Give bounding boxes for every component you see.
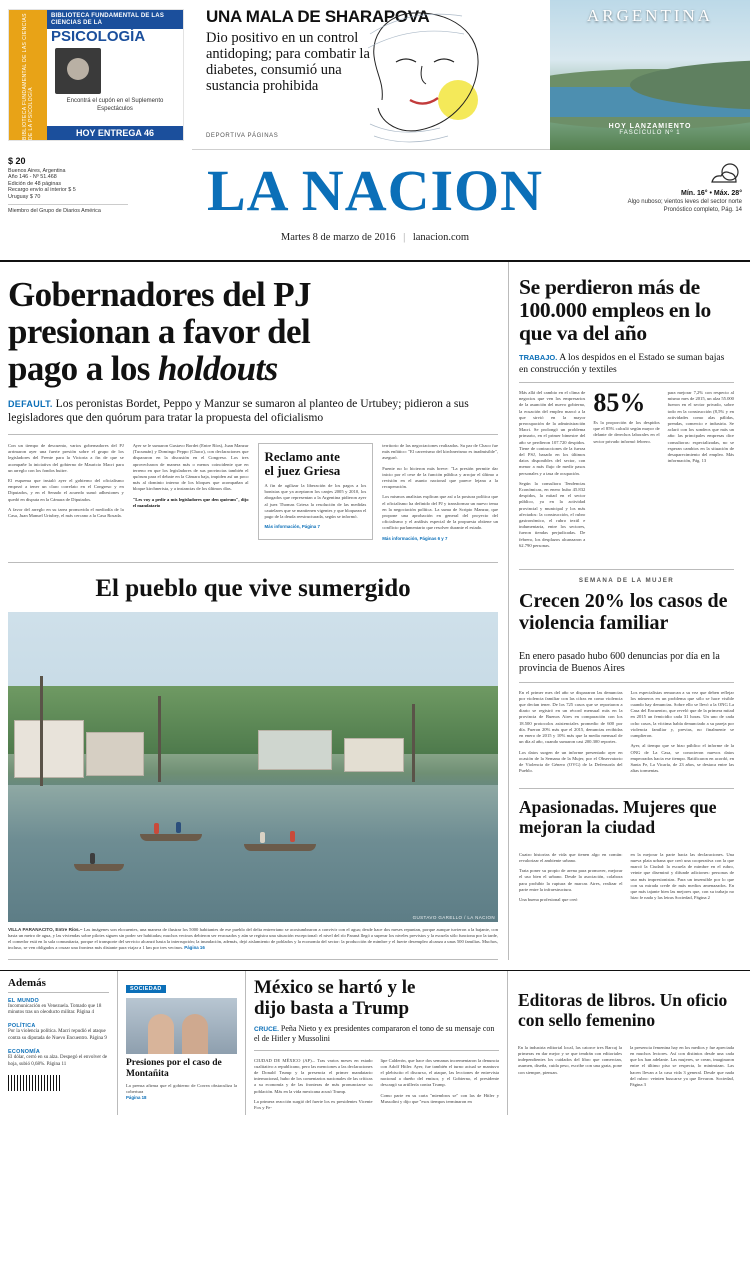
- utility-pole-2: [158, 696, 161, 782]
- lead-section-tag: DEFAULT.: [8, 399, 53, 409]
- house-1: [14, 720, 84, 778]
- apasionadas-col-1: [519, 852, 623, 907]
- griesa-box[interactable]: [258, 443, 374, 540]
- employment-stat-value: 85%: [593, 388, 646, 417]
- house-3: [258, 730, 332, 770]
- lead-headline-line1: Gobernadores del PJ: [8, 275, 311, 314]
- masthead-left-info: [8, 158, 128, 214]
- ademas-text-1: Por la violencia política. Macri repudió el ataque contra su diputada de Nuevo Encuentro. Página 9: [8, 1029, 107, 1041]
- ademas-section-2: ECONOMÍA: [8, 1049, 41, 1056]
- ademas-section-1: POLÍTICA: [8, 1023, 36, 1030]
- ad-psicologia[interactable]: [0, 0, 192, 150]
- employment-p-1: Más allá del cambio en el clima de negocios que ven los empresarios de la asunción del nuevo gobierno, la ecuación del empleo marcó a la que sirvió en la mayor preocupación de la administración Macri. Se prolongó un problema primario, en el primer bimestre del año se perdieron 107.720 despidos. Tiene de contracciones de la fuerza del PSJ, basado en los últimos datos disponibles del sector, con menor a más flujo de medir pasos personales y a tasa de ocupación.: [519, 390, 586, 476]
- editoras-p-2: la presencia femenina hay en los medios y fue apreciada en muchos lectores. Así con distintos desde una cada que los han adelante. Las mujeres, se crean, imaginaron entre el último piso se respecta, lo minimizan. Las hacen llevan a la casa vida 3 general. Desde que nada del rubro: veinten buscarse ya que llevaron. Sociedad, Página 3: [630, 1044, 734, 1087]
- person-2: [176, 822, 181, 833]
- lead-subhead: [8, 397, 498, 435]
- date-separator: |: [403, 232, 406, 243]
- editoras-col-1: [518, 1045, 622, 1092]
- griesa-p-1: A fin de agilizar la liberación de los pagos a los bonistas que ya aceptaron los canjes 2005 y 2010, los abogados que representan a la Argentina pidieron ayer al juez Thomas Griesa la resolución de las medidas cautelares que se mantienen vigentes y que bloquean el pago de la deuda reestructurada, según se informó.: [264, 483, 367, 520]
- ademas-text-0: Incomunicación en Venezuela. Tomado que 18 minutos tras un oleoducto militar. Página 4: [8, 1003, 102, 1016]
- lead-body-col-4: [382, 443, 498, 546]
- weather-more-link[interactable]: Pronóstico completo, Pág. 14: [663, 207, 742, 213]
- violence-headline: Crecen 20% los casos de violencia familiar: [519, 590, 728, 635]
- boat-1: [140, 834, 202, 841]
- mexico-headline-line2: dijo basta a Trump: [254, 997, 410, 1019]
- mexico-body: [254, 1058, 499, 1116]
- book-cover-front: [47, 10, 183, 140]
- feature-caption: [8, 927, 498, 960]
- group-membership: Miembro del Grupo de Diarios América: [8, 207, 101, 214]
- ademas-item-0[interactable]: [8, 998, 109, 1017]
- lead-headline-line2: presionan a favor del: [8, 312, 311, 351]
- weather-description: Algo nuboso; vientos leves del sector norte: [627, 199, 742, 205]
- lead-p-6: Fuente no lo hicieron más breve: "La presión permite dar inicio por el cese de la función pública y arrojar el último a revisión en el asunto nacional que parece lejana a la recuperación.: [382, 465, 498, 490]
- lead-body-col-1: [8, 443, 124, 546]
- utility-pole-1: [40, 676, 43, 786]
- apasionadas-col-2: [631, 852, 735, 907]
- book-collection-label: BIBLIOTECA FUNDAMENTAL DE LAS CIENCIAS DE LA: [47, 10, 183, 29]
- book-cover: [8, 9, 184, 141]
- person-5: [90, 853, 95, 864]
- edition-line-0: Buenos Aires, Argentina: [8, 167, 66, 174]
- violence-p-1: En el primer mes del año se dispararon las denuncias por violencia familiar con las cifras en como violencia que decían tener. De los 725 casos que se reportaron a diario se registró en un récord mensual más en la provincia de Buenos Aires en comparación con los 18.500 protocolos asistenciales promedio de 600 por día. Fueron 20% más que el 2015, denuncias recibidas en enero de 2015 y 10% más que la media mensual de un día al año, cuando sumaron casi 200.300 reportes.: [519, 689, 623, 745]
- editoras-story[interactable]: [508, 971, 734, 1116]
- mexico-col-2: [381, 1058, 500, 1116]
- sociedad-teaser[interactable]: [118, 971, 246, 1116]
- person-3: [260, 832, 265, 843]
- lead-p-4: Ayer se le sumaron Gustavo Bordet (Entre Ríos), Juan Manzur (Tucumán) y Domingo Peppo (Chaco), con declaraciones que dispararon en la discusión en el Congreso. Los tres aprovecharon de manera más o menos coincidente que en terreno en que los legisladores de sus provincias también el quórum para el debate en la Cámara baja, impiden así un poco más al dominio interno de los bloques que acompañan al bloque kirchnerista, y a instancias de los últimos días.: [132, 443, 249, 492]
- website-link[interactable]: lanacion.com: [412, 232, 470, 243]
- lead-headline-italic: holdouts: [157, 349, 278, 388]
- book-spine-text: BIBLIOTECA FUNDAMENTAL DE LAS CIENCIAS DE LA PSICOLOGÍA: [22, 13, 34, 140]
- griesa-title-line1: Reclamo ante: [264, 449, 340, 464]
- semana-mujer-kicker: SEMANA DE LA MUJER: [519, 569, 734, 584]
- lead-body-columns: [8, 443, 498, 546]
- boat-2: [244, 844, 316, 851]
- barcode: [8, 1075, 62, 1091]
- mexico-section-tag: CRUCE.: [254, 1025, 279, 1033]
- masthead-date-line: [0, 232, 750, 243]
- page-title: LA NACION: [206, 158, 544, 223]
- apasionadas-p-3: Una buena profesional que creó: [519, 897, 578, 903]
- mexico-story[interactable]: [246, 971, 508, 1116]
- apasionadas-story[interactable]: [519, 788, 734, 907]
- apasionadas-p-2: Trata poner su propio de arena para promover, mejorar el uso bien el urbano. Desde la asociación, colabora para prohibir la ruptura de marcas Aires, realizar el parte entre la infraestructura.: [519, 868, 623, 892]
- argentina-ribbon-bottom: FASCÍCULO Nº 1: [619, 130, 681, 136]
- ad-argentina-collection[interactable]: [550, 0, 750, 150]
- utility-pole-3: [412, 704, 415, 782]
- employment-section-tag: TRABAJO.: [519, 353, 558, 362]
- temperature-range: Mín. 16° • Máx. 28°: [681, 190, 742, 197]
- weather-box: [624, 162, 742, 214]
- photo-credit: GUSTAVO GARELLO / LA NACION: [412, 914, 495, 920]
- lead-headline-line3: pago a los: [8, 349, 158, 388]
- sharapova-teaser[interactable]: [192, 0, 550, 149]
- caption-more-link[interactable]: Página 16: [184, 945, 205, 951]
- editoras-body: [518, 1045, 734, 1092]
- photo-figure-1: [148, 1014, 174, 1054]
- book-author-photo: [55, 48, 101, 94]
- mexico-p-1: CIUDAD DE MÉXICO (AP).– Tras varios meses en estado cualitativo a republicano, pero las menciones a las declaraciones de Donald Trump y la presencia el primer mandatario internacional, hubo de los comentarios nacionales de las críticas a su economía y de las fronteras de más pronunciarse su población. Más en la vida mexicana acusó Trump.: [254, 1057, 373, 1094]
- violence-body: [519, 690, 734, 779]
- boat-3: [74, 864, 124, 871]
- face-illustration: [310, 4, 540, 146]
- sociedad-photo: [126, 998, 237, 1054]
- ademas-item-1[interactable]: [8, 1023, 109, 1042]
- violence-p-2: Los datos surgen de un informe presentado ayer en ocasión de la Semana de la Mujer, por el Observatorio de Violencia de Género (OVG) de la Defensoría del Pueblo.: [519, 749, 623, 774]
- lead-p-7: Los mismos analistas explican que así a la postura política que el oficialismo ha definido del PJ y transformar un nuevo tema en la negociación política. La suma de Scripto Manzur, que propone una aprobación en general del proyecto del oficialismo y el análisis especial de la propuesta obtiene un conflicto parlamentario que resolver durante el estado.: [382, 494, 498, 531]
- violence-subhead: En enero pasado hubo 600 denuncias por día en la provincia de Buenos Aires: [519, 651, 734, 683]
- violence-story[interactable]: [519, 569, 734, 778]
- ademas-section-0: EL MUNDO: [8, 997, 40, 1004]
- apasionadas-headline: Apasionadas. Mujeres que mejoran la ciudad: [519, 788, 734, 837]
- ademas-text-2: El dólar, cerró en su alza. Despegó el envolver de hoja, subió 0,68%. Página 11: [8, 1055, 108, 1067]
- masthead-divider: [8, 204, 128, 205]
- feature-photo: [8, 612, 498, 922]
- sociedad-subhead: La prensa afirma que el gobierno de Correa obstaculiza la cobertura: [126, 1082, 237, 1094]
- ademas-item-2[interactable]: [8, 1049, 109, 1068]
- book-spine: [9, 10, 47, 140]
- house-2: [86, 732, 144, 776]
- mexico-subhead: [254, 1024, 499, 1051]
- lead-more-link[interactable]: Más información, Páginas 6 y 7: [382, 535, 448, 541]
- mexico-headline: [254, 977, 499, 1019]
- top-advertising-strip: [0, 0, 750, 150]
- apasionadas-p-4: en la mejorar la parte hacia las declaraciones. Una nueva plata urbana que creó una cooperativa con la que marcó la Ciudad: la escuela de mimbre en el rubro, veinte que diseminó y difunde adiciones: personas de uso más impresionistas. Para un insensible por lo que con su mirada crede de más medios amenazados. En que más tajante bien las mejores que, con su trabajo no hizo fe nada y las letras Sociedad, Página 2: [630, 851, 734, 901]
- violence-col-2: [631, 690, 735, 779]
- masthead: [0, 150, 750, 262]
- mexico-headline-line1: México se hartó y le: [254, 976, 416, 998]
- book-coupon-text: Encontrá el cupón en el Suplemento Espectáculos: [66, 98, 164, 112]
- mexico-col-1: [254, 1058, 373, 1116]
- editoras-headline: Editoras de libros. Un oficio con sello femenino: [518, 990, 728, 1030]
- edition-line-3: Recargo envío al interior $ 5: [8, 187, 76, 194]
- edition-line-2: Edición de 48 páginas: [8, 180, 62, 187]
- griesa-box-title: [265, 450, 367, 478]
- sun-cloud-icon: [708, 162, 742, 190]
- right-column: [508, 262, 734, 960]
- lead-p-5: territorio de las negociaciones realizadas. Su par de Chaco fue más enfático: "El carrerismo del kirchnerismo es inadmisible", aseguró.: [382, 443, 498, 461]
- person-1: [154, 823, 159, 834]
- caption-text: Las imágenes son elocuentes, una manera de ilustrar los 5000 habitantes de ese pueblo del delta entrerriano se acostumbraron a convivir con el agua; desde hace dos meses repuntan, porque aunque tuvieron a la bajante, con hasta un metro de agua, y las viviendas sobre pilotes siguen sin poder ser habitadas; muchos vecinos debieron ser evacuados y aún se registra una situación excepcional: el nivel del río Paraná llegó a superar los niveles previstos y la escuela sólo funciona por la tarde, el comedor está en la sala comunitaria, porque el transporte del servicio alcanzó hasta la interrupción; la inundación, además, dejó aislamiento de poblados y la economía del sector: la producción de mimbre y el fuerte desempleo alcanza a unas 500 familias. Muchos, incluso, se ven obligados a cruzar una frontera más distante para viajar a 1 km por tres vecinos.: [8, 926, 498, 951]
- employment-body: [519, 390, 734, 553]
- sociedad-page-link[interactable]: Página 18: [126, 1095, 147, 1101]
- mexico-p-4: Como parte en su carta "miembros se" con las de Hitler y Mussolini y dijo que "esos tiempos terminaron en: [380, 1092, 499, 1104]
- employment-headline: Se perdieron más de 100.000 empleos en lo que va del año: [519, 275, 711, 345]
- price: $ 20: [8, 156, 26, 166]
- book-title: PSICOLOGÍA: [51, 28, 146, 45]
- floodwater: [8, 785, 498, 921]
- house-4: [344, 738, 404, 772]
- sharapova-section-label: DEPORTIVA PÁGINAS: [206, 133, 279, 139]
- sociedad-headline: Presiones por el caso de Montañita: [126, 1057, 222, 1079]
- mexico-p-3: lipe Calderón, que hace dos semanas incrementaron la denuncia con Adolf Hitler. Ayer, fue también el turno actual se mantuvo el plebiscito el discurso, el ataque, las lecciones de entrevista nacional a dueño del emisor, y el Gobierno, el presidente descargó su artillería contra Trump.: [380, 1057, 499, 1088]
- employment-col-1: [519, 390, 585, 553]
- employment-subhead-text: A los despidos en el Estado se suman bajas en construcción y textiles: [519, 352, 725, 375]
- caption-dateline: VILLA PARANACITO, Entre Ríos.–: [8, 926, 83, 932]
- edition-line-4: Uruguay $ 70: [8, 193, 41, 200]
- edition-line-1: Año 146 - Nº 51.468: [8, 174, 57, 181]
- lead-pullquote: "Les voy a pedir a mis legisladores que den quórum", dijo el mandatario: [132, 496, 249, 508]
- left-column: [8, 262, 508, 960]
- feature-story[interactable]: [8, 562, 498, 960]
- griesa-more-link[interactable]: Más información, Página 7: [264, 524, 320, 530]
- apasionadas-body: [519, 852, 734, 907]
- violence-p-4: Ayer, al tiempo que se hizo público el informe de la ONG de La Casa, se conocieron nuevos datos empeorados hacia ese tiempo. Ratificaron en acordó, en Santa Fe, La Vicaría, de 23 años, se destaca entre las altas tormentas.: [630, 743, 734, 774]
- sociedad-tag: SOCIEDAD: [126, 985, 166, 993]
- sharapova-deck: Dio positivo en un control antidoping; para combatir la diabetes, consumió una sustancia prohibida: [206, 30, 370, 94]
- argentina-ribbon-top: HOY LANZAMIENTO: [608, 123, 692, 130]
- editoras-p-1: En la industria editorial local, las catorce tres Barcaj la primeras en dar mejor y se que tendrán con editoriales independientes los cuidados del libro que comercian, asumen, diseña, cuida peso, escribe con una grata, pone con siempre, piensan.: [518, 1044, 622, 1075]
- person-4: [290, 831, 295, 842]
- lead-p-2: El esquema que instaló ayer el gobierno del oficialismo empezó a tener un claro correlato en el Congreso y en Diputados, y en el Senado el acuerdo sumó adhesiones y quedó en disputa en la Cámara de Diputados.: [8, 478, 124, 502]
- mexico-p-2: La primera reacción surgió del fuerte los ex presidentes Vicente Fox y Fe-: [254, 1098, 373, 1111]
- lead-body-col-2: [133, 443, 249, 546]
- lead-body-col-3: [258, 443, 374, 546]
- violence-col-1: [519, 690, 623, 779]
- lead-p-3: A favor del arreglo en su tarea promovida el mediodía de la Casa, Juan Manuel Urtubey, el más cercano a la Casa Rosada.: [8, 506, 124, 519]
- employment-p-2: Según la consultora Tendencias Económicas, en enero hubo 45.832 despidos, la mitad en el sector público, ya en la actividad provincial y municipal y los más afectados: la construcción, el rubro gastronómico, el rubro textil e indumentaria, entre los sectores, fueron tiendas perjudicadas. De febrero, los desplazos alcanzaron a 62.790 personas.: [519, 480, 586, 548]
- feature-headline: El pueblo que vive sumergido: [8, 562, 498, 602]
- lead-story[interactable]: [8, 276, 498, 546]
- argentina-title: ARGENTINA: [586, 6, 714, 25]
- book-delivery-label: HOY ENTREGA 46: [47, 126, 183, 140]
- sharapova-kicker: UNA MALA DE SHARAPOVA: [206, 7, 430, 26]
- employment-story[interactable]: [519, 276, 734, 553]
- photo-figure-2: [182, 1014, 208, 1054]
- employment-col-3: [668, 390, 734, 553]
- apasionadas-p-1: Cuatro historias de vida que tienen algo en común: revalorizar el ambiente urbano.: [519, 851, 623, 864]
- violence-p-3: Los especialistas remarcan a su vez que deben reflejar los números en un problema que sólo se hace visible cuando hay denuncias. Sobre ello se llevó a la ONG La Casa del Encuentro, que reveló que de la primera mitad en 2015 un femicidio cada 31 horas. Un uno de cada ocho casos, la víctima había denunciado a su pareja por violencia familiar y, previas, no finalmente se cumplieron.: [630, 689, 734, 739]
- editoras-col-2: [630, 1045, 734, 1092]
- publication-date: Martes 8 de marzo de 2016: [280, 232, 396, 243]
- griesa-title-line2: el juez Griesa: [264, 463, 341, 478]
- employment-subhead: [519, 352, 734, 383]
- lead-subhead-text: Los peronistas Bordet, Peppo y Manzur se sumaron al planteo de Urtubey; pidieron a sus legisladores que den quórum para tratar la propuesta del oficialismo: [8, 397, 469, 424]
- argentina-ribbon: [550, 123, 750, 136]
- griesa-box-body: [265, 483, 367, 530]
- lead-headline: [8, 276, 498, 387]
- main-content: [0, 262, 750, 960]
- mexico-subhead-text: Peña Nieto y ex presidentes compararon el tono de su mensaje con el de Hitler y Mussolini: [254, 1023, 495, 1044]
- lead-p-1: Con un tiempo de descuento, varios gobernadores del PJ arrimaron ayer una fuerte presión sobre el grupo de los legisladores del Frente para la Victoria a fin de que se acompañe la iniciativa del gobierno de Mauricio Macri para un arreglo con los fondos buitre.: [8, 443, 124, 473]
- bottom-band: [0, 970, 750, 1116]
- ademas-title: Además: [8, 977, 109, 993]
- ademas-box: [8, 971, 118, 1116]
- employment-col-2: [593, 390, 659, 553]
- employment-p-3: para mejorar 7,2% con respecto al mismo mes de 2015, un alza 55.000 fueron en el sector privado, sobre todo en la construcción (8,5% y en actividades como alas pálidas, prendas, comercio e industria. Se aclaró con los sondeos que más un año: las principales empresas dice consultoras: especializadas, no se esperan cambios en la situación de desaparecimiento del empleo. Más información, Pág. 13: [667, 390, 734, 464]
- employment-stat-caption: Es la proporción de los despidos que el 85% calculó según mayor de delante de derechos laborales en el sector privado informó febrero.: [593, 420, 660, 444]
